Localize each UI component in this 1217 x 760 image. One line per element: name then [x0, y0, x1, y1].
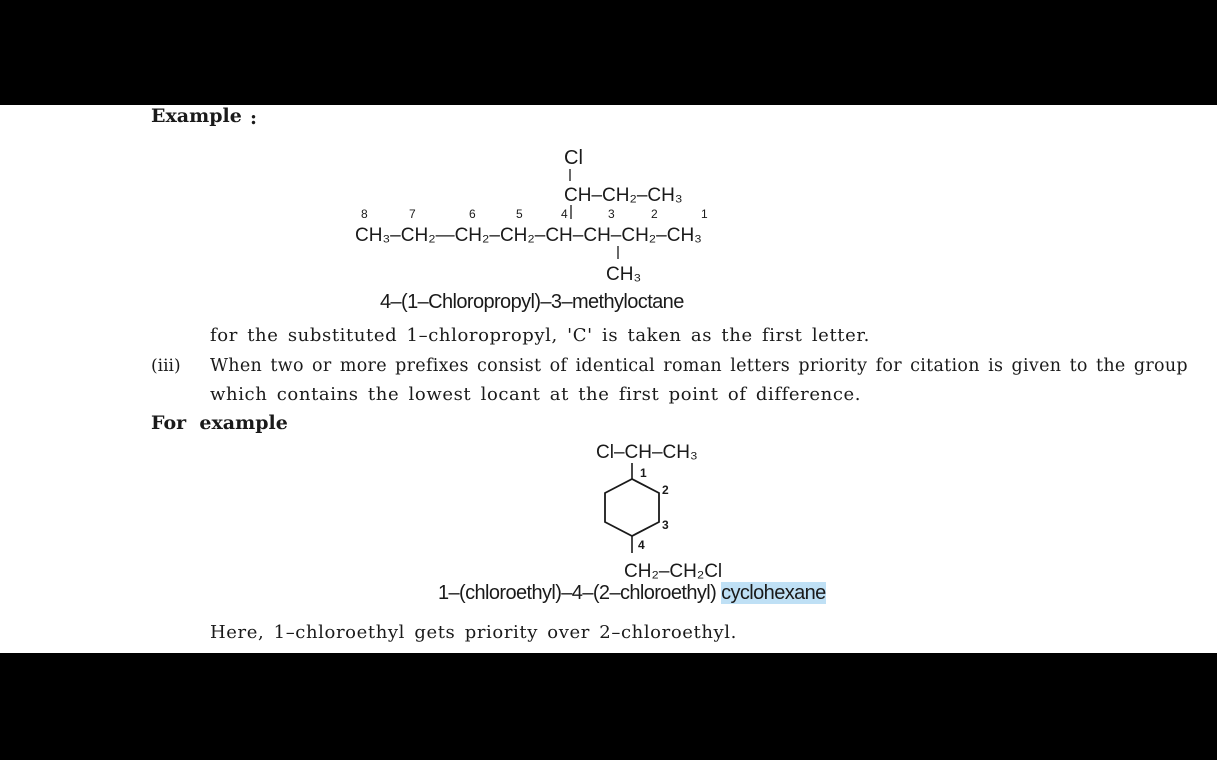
- rule-marker: (iii): [151, 356, 181, 376]
- example-heading: Example: [151, 105, 242, 127]
- conclusion-text: Here, 1–chloroethyl gets priority over 2–chloroethyl.: [210, 622, 737, 643]
- structure-1-name: 4–(1–Chloropropyl)–3–methyloctane: [380, 291, 684, 313]
- locant-7: 7: [409, 207, 416, 221]
- structure-2-name-prefix: 1–(chloroethyl)–4–(2–chloroethyl): [438, 582, 722, 604]
- locant-1: 1: [701, 207, 708, 221]
- example-heading-colon: :: [250, 107, 258, 129]
- rule-line-2: which contains the lowest locant at the first point of difference.: [210, 384, 862, 405]
- top-substituent: Cl–CH–CH₃: [596, 442, 698, 463]
- structure-2-diagram: [580, 435, 780, 583]
- structure-2-name: [438, 582, 826, 605]
- ring-locant-3: 3: [662, 518, 669, 532]
- locant-6: 6: [469, 207, 476, 221]
- locant-3: 3: [608, 207, 615, 221]
- highlighted-word[interactable]: cyclohexane: [721, 582, 826, 604]
- ring-locant-2: 2: [662, 483, 669, 497]
- locant-2: 2: [651, 207, 658, 221]
- rule-line-1: When two or more prefixes consist of identical roman letters priority for citation is given to the group: [210, 356, 1188, 376]
- locant-8: 8: [361, 207, 368, 221]
- ring-locant-4: 4: [638, 538, 645, 552]
- structure-1-diagram: [340, 143, 760, 285]
- chlorine-atom: Cl: [564, 147, 583, 169]
- bottom-substituent: CH₂–CH₂Cl: [624, 561, 723, 582]
- locant-4: 4: [561, 207, 568, 221]
- paragraph-substituted: for the substituted 1–chloropropyl, 'C' is taken as the first letter.: [210, 325, 870, 346]
- main-chain: CH₃–CH₂—CH₂–CH₂–CH–CH–CH₂–CH₃: [355, 225, 702, 246]
- locant-5: 5: [516, 207, 523, 221]
- methyl-group: CH₃: [606, 264, 642, 285]
- document-page: [0, 105, 1217, 653]
- cyclohexane-ring: [605, 479, 659, 536]
- ring-locant-1: 1: [640, 466, 647, 480]
- for-example-heading: For example: [151, 412, 288, 434]
- branch-chain: CH–CH₂–CH₃: [564, 185, 683, 206]
